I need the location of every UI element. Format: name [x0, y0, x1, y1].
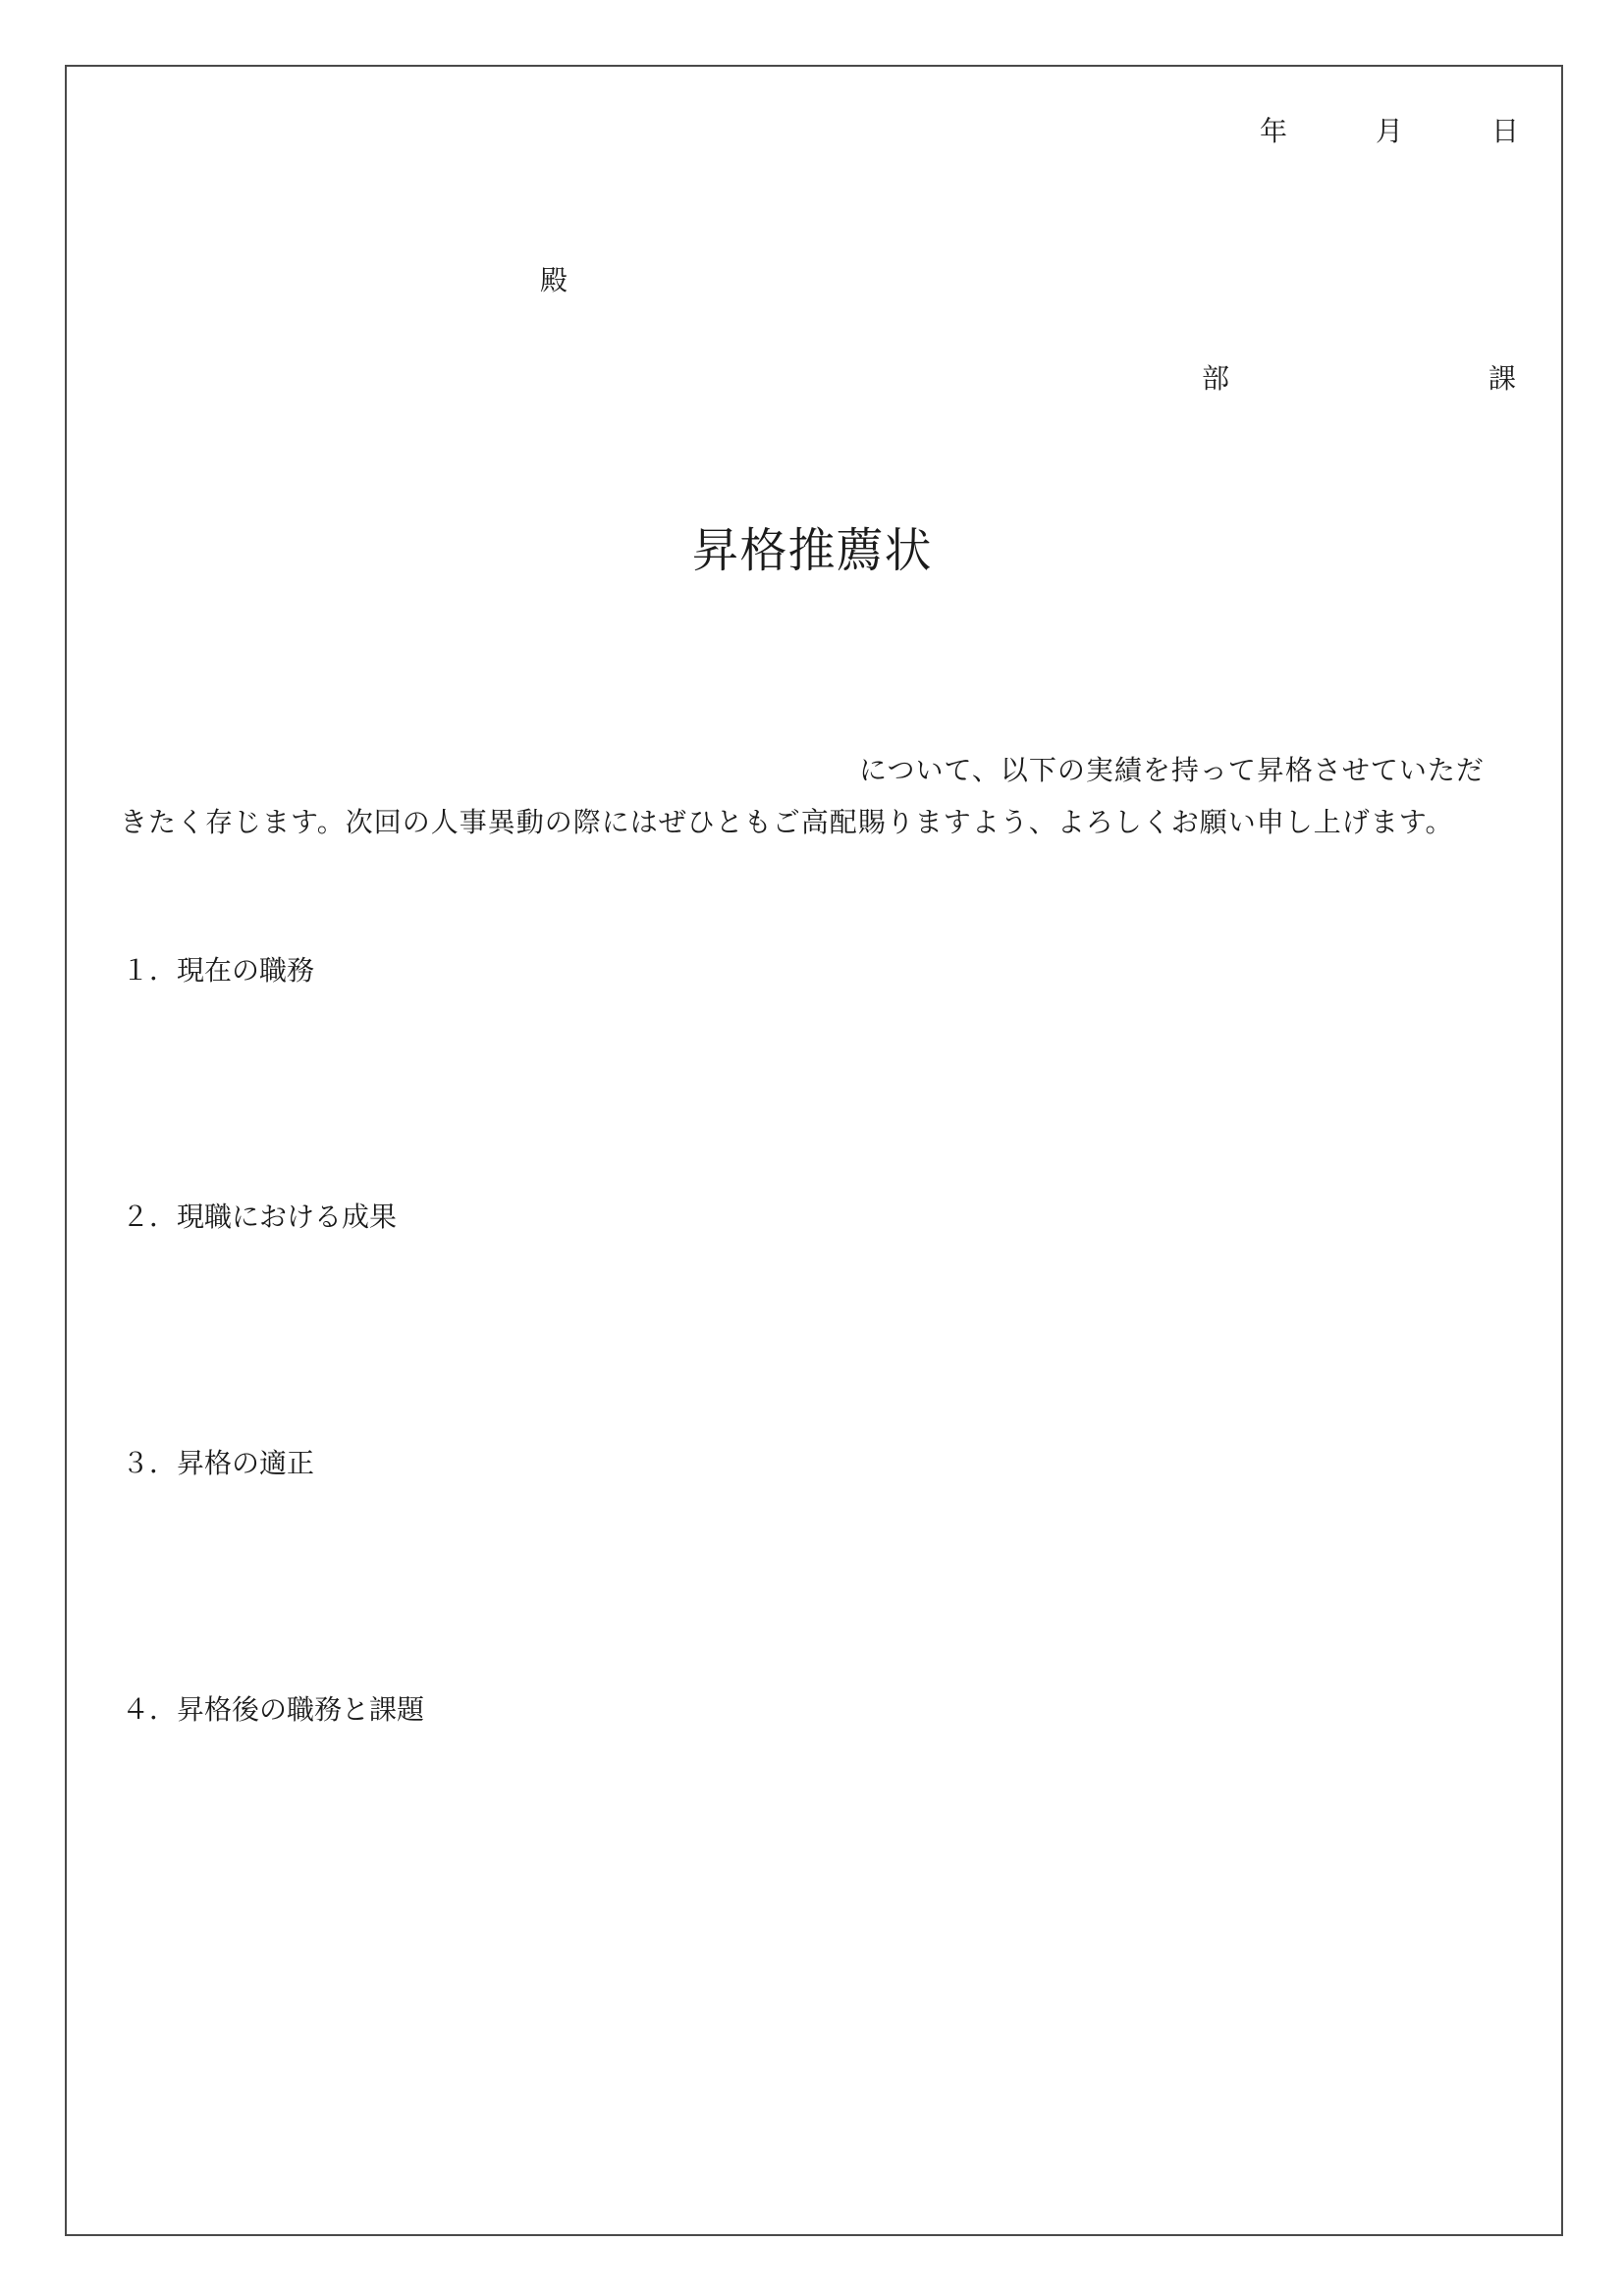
date-year-label: 年 [1260, 115, 1288, 147]
body-text-line-2: きたく存じます。次回の人事異動の際にはぜひともご高配賜りますよう、よろしくお願い申し上げます。 [120, 806, 1454, 838]
section-heading-future-duties: ４．昇格後の職務と課題 [122, 1693, 425, 1726]
body-text-line-1: について、以下の実績を持って昇格させていただ [859, 754, 1485, 786]
section-heading-current-duties: １．現在の職務 [122, 954, 315, 987]
document-title: 昇格推薦状 [691, 523, 933, 578]
section-heading-promotion-suitability: ３．昇格の適正 [122, 1447, 315, 1479]
section-heading-achievements: ２．現職における成果 [122, 1201, 398, 1233]
date-day-label: 日 [1491, 115, 1520, 147]
section-label: 課 [1489, 362, 1517, 395]
date-month-label: 月 [1376, 115, 1404, 147]
department-label: 部 [1202, 362, 1230, 395]
addressee-honorific: 殿 [540, 264, 568, 296]
page-border [65, 65, 1563, 2236]
